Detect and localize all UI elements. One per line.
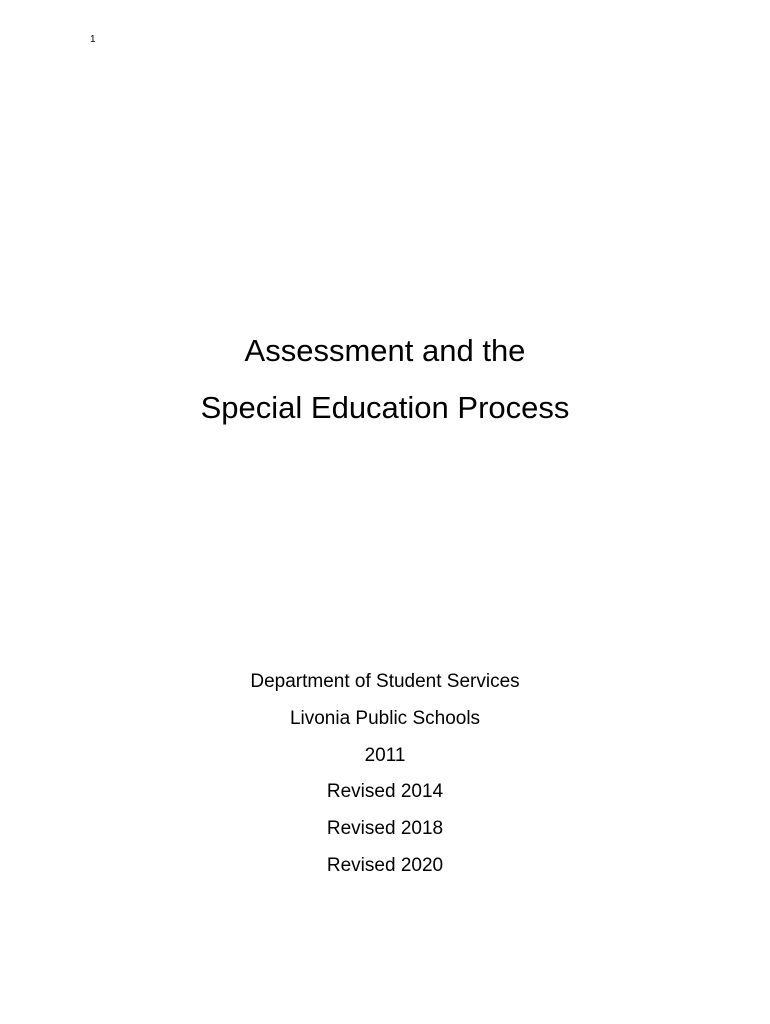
title-line-2: Special Education Process (200, 390, 570, 425)
page-number: 1 (90, 34, 96, 45)
revision-line: Revised 2018 (326, 818, 444, 840)
document-info (0, 664, 770, 885)
district-name: Livonia Public Schools (289, 707, 481, 729)
title-line-1: Assessment and the (244, 333, 526, 368)
revision-line: Revised 2014 (326, 781, 444, 803)
original-year: 2011 (364, 744, 406, 766)
department-name: Department of Student Services (250, 671, 520, 692)
document-title (0, 322, 770, 436)
revision-line: Revised 2020 (326, 854, 444, 876)
